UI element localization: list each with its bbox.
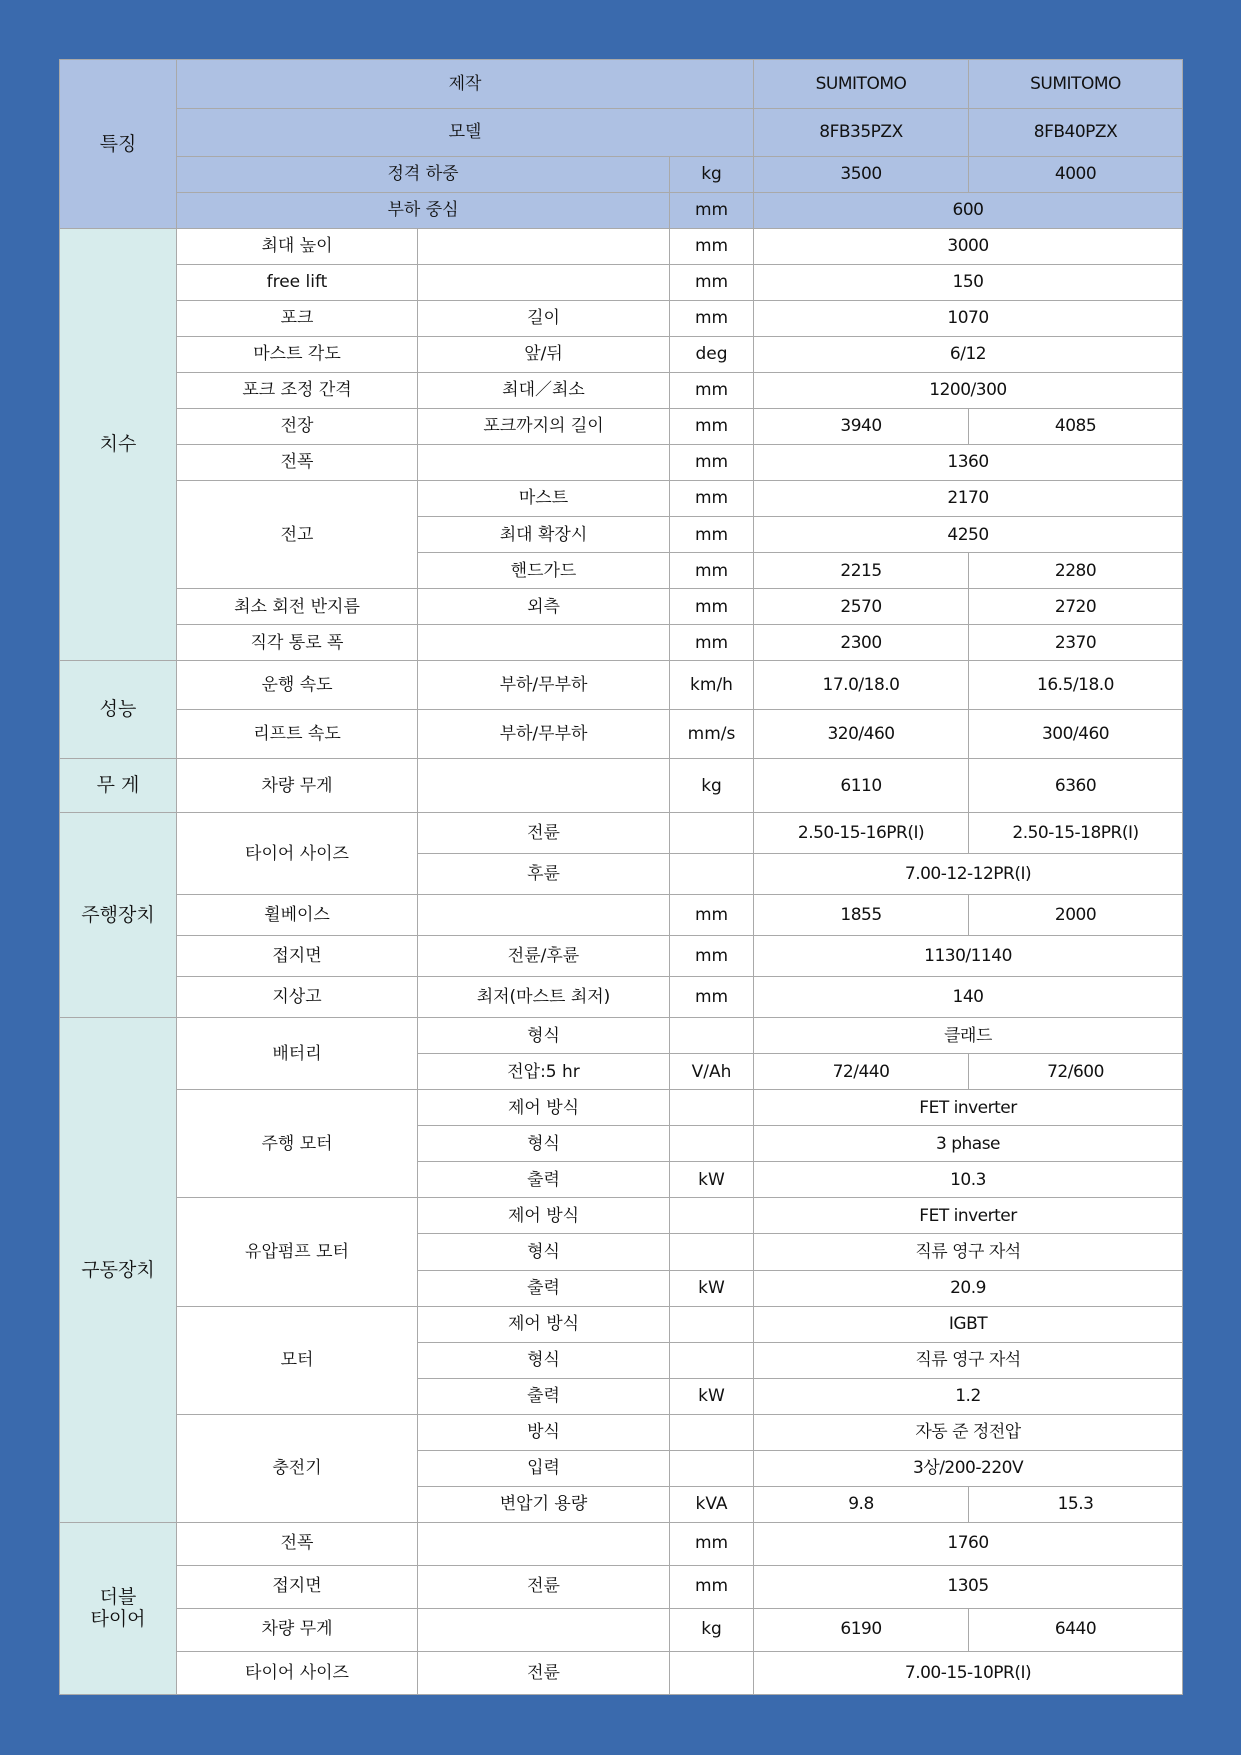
value-b: 300/460 (969, 710, 1183, 759)
sub-label: 전륜 (418, 1565, 670, 1608)
table-row (60, 1198, 1183, 1234)
value-a: 6190 (754, 1608, 969, 1651)
unit-cell (670, 1018, 754, 1054)
value-cell: 1.2 (754, 1378, 1183, 1414)
unit-cell (670, 854, 754, 895)
value-cell: 클래드 (754, 1018, 1183, 1054)
header-row-model (60, 109, 1183, 157)
item-label: 타이어 사이즈 (177, 813, 418, 895)
unit-cell: km/h (670, 661, 754, 710)
spec-sheet (59, 59, 1182, 1695)
table-row (60, 1090, 1183, 1126)
item-label: 접지면 (177, 1565, 418, 1608)
value-a: 320/460 (754, 710, 969, 759)
load-center-value: 600 (754, 193, 1183, 229)
unit-cell: mm (670, 301, 754, 337)
header-row-capacity (60, 157, 1183, 193)
unit-cell (670, 1090, 754, 1126)
item-label: 최대 높이 (177, 229, 418, 265)
capacity-b: 4000 (969, 157, 1183, 193)
capacity-label: 정격 하중 (177, 157, 670, 193)
sub-label: 전륜 (418, 1651, 670, 1694)
item-label: 모터 (177, 1306, 418, 1414)
table-row (60, 1608, 1183, 1651)
value-a: 9.8 (754, 1486, 969, 1522)
section-dimensions: 치수 (60, 229, 177, 661)
value-cell: FET inverter (754, 1090, 1183, 1126)
load-center-label: 부하 중심 (177, 193, 670, 229)
value-b: 2720 (969, 589, 1183, 625)
value-a: 2.50-15-16PR(I) (754, 813, 969, 854)
unit-cell: kW (670, 1378, 754, 1414)
spec-table (59, 59, 1183, 1695)
table-row (60, 1018, 1183, 1054)
table-row (60, 229, 1183, 265)
section-drive: 구동장치 (60, 1018, 177, 1522)
item-label: 최소 회전 반지름 (177, 589, 418, 625)
value-cell: 직류 영구 자석 (754, 1342, 1183, 1378)
section-performance: 성능 (60, 661, 177, 759)
table-row (60, 759, 1183, 813)
sub-label: 입력 (418, 1450, 670, 1486)
sub-label: 부하/무부하 (418, 661, 670, 710)
value-b: 2.50-15-18PR(I) (969, 813, 1183, 854)
value-cell: FET inverter (754, 1198, 1183, 1234)
sub-label: 전륜 (418, 813, 670, 854)
value-cell: 1130/1140 (754, 936, 1183, 977)
value-a: 2300 (754, 625, 969, 661)
maker-label: 제작 (177, 60, 754, 109)
sub-label (418, 1522, 670, 1565)
value-cell: 3 phase (754, 1126, 1183, 1162)
unit-cell: kW (670, 1162, 754, 1198)
value-b: 6360 (969, 759, 1183, 813)
table-row (60, 1651, 1183, 1694)
model-a: 8FB35PZX (754, 109, 969, 157)
maker-a: SUMITOMO (754, 60, 969, 109)
value-cell: 6/12 (754, 337, 1183, 373)
item-label: free lift (177, 265, 418, 301)
item-label: 배터리 (177, 1018, 418, 1090)
sub-label: 출력 (418, 1162, 670, 1198)
unit-cell: mm (670, 589, 754, 625)
table-row (60, 625, 1183, 661)
sub-label: 형식 (418, 1234, 670, 1270)
unit-cell: mm (670, 1565, 754, 1608)
value-cell: IGBT (754, 1306, 1183, 1342)
table-row (60, 813, 1183, 854)
value-cell: 4250 (754, 517, 1183, 553)
value-a: 2215 (754, 553, 969, 589)
sub-label: 형식 (418, 1126, 670, 1162)
item-label: 직각 통로 폭 (177, 625, 418, 661)
sub-label: 형식 (418, 1342, 670, 1378)
table-row (60, 409, 1183, 445)
table-row (60, 445, 1183, 481)
value-a: 6110 (754, 759, 969, 813)
item-label: 타이어 사이즈 (177, 1651, 418, 1694)
value-b: 4085 (969, 409, 1183, 445)
value-a: 72/440 (754, 1054, 969, 1090)
unit-cell: V/Ah (670, 1054, 754, 1090)
table-row (60, 1522, 1183, 1565)
sub-label: 형식 (418, 1018, 670, 1054)
table-row (60, 265, 1183, 301)
table-row (60, 977, 1183, 1018)
sub-label (418, 895, 670, 936)
value-cell: 140 (754, 977, 1183, 1018)
capacity-a: 3500 (754, 157, 969, 193)
value-b: 2000 (969, 895, 1183, 936)
sub-label: 핸드가드 (418, 553, 670, 589)
value-cell: 10.3 (754, 1162, 1183, 1198)
sub-label (418, 445, 670, 481)
unit-cell (670, 1234, 754, 1270)
sub-label: 최저(마스트 최저) (418, 977, 670, 1018)
item-label: 차량 무게 (177, 759, 418, 813)
sub-label: 출력 (418, 1378, 670, 1414)
unit-cell: mm (670, 977, 754, 1018)
item-label: 운행 속도 (177, 661, 418, 710)
sub-label: 전륜/후륜 (418, 936, 670, 977)
value-b: 16.5/18.0 (969, 661, 1183, 710)
sub-label: 부하/무부하 (418, 710, 670, 759)
header-row-maker (60, 60, 1183, 109)
unit-cell: mm (670, 265, 754, 301)
unit-cell: mm (670, 517, 754, 553)
sub-label: 변압기 용량 (418, 1486, 670, 1522)
unit-cell: mm (670, 409, 754, 445)
value-cell: 7.00-12-12PR(I) (754, 854, 1183, 895)
table-row (60, 373, 1183, 409)
value-cell: 3000 (754, 229, 1183, 265)
table-row (60, 301, 1183, 337)
header-row-load-center (60, 193, 1183, 229)
unit-cell (670, 813, 754, 854)
item-label: 접지면 (177, 936, 418, 977)
sub-label: 포크까지의 길이 (418, 409, 670, 445)
sub-label: 후륜 (418, 854, 670, 895)
value-cell: 자동 준 정전압 (754, 1414, 1183, 1450)
unit-cell: deg (670, 337, 754, 373)
unit-cell (670, 1306, 754, 1342)
value-b: 72/600 (969, 1054, 1183, 1090)
capacity-unit: kg (670, 157, 754, 193)
table-row (60, 936, 1183, 977)
value-cell: 1200/300 (754, 373, 1183, 409)
table-row (60, 895, 1183, 936)
unit-cell: mm (670, 895, 754, 936)
unit-cell: mm (670, 445, 754, 481)
unit-cell: kg (670, 1608, 754, 1651)
sub-label (418, 229, 670, 265)
unit-cell: mm (670, 373, 754, 409)
section-chassis: 주행장치 (60, 813, 177, 1018)
unit-cell: mm (670, 936, 754, 977)
unit-cell: mm (670, 229, 754, 265)
load-center-unit: mm (670, 193, 754, 229)
item-label: 휠베이스 (177, 895, 418, 936)
item-label: 포크 (177, 301, 418, 337)
unit-cell (670, 1126, 754, 1162)
unit-cell (670, 1198, 754, 1234)
unit-cell: mm/s (670, 710, 754, 759)
value-a: 3940 (754, 409, 969, 445)
value-cell: 1305 (754, 1565, 1183, 1608)
value-a: 2570 (754, 589, 969, 625)
sub-label: 제어 방식 (418, 1306, 670, 1342)
unit-cell (670, 1651, 754, 1694)
model-b: 8FB40PZX (969, 109, 1183, 157)
table-row (60, 661, 1183, 710)
unit-cell (670, 1414, 754, 1450)
section-double-tire: 더블 타이어 (60, 1522, 177, 1694)
value-a: 17.0/18.0 (754, 661, 969, 710)
unit-cell: kg (670, 759, 754, 813)
sub-label: 제어 방식 (418, 1198, 670, 1234)
sub-label (418, 759, 670, 813)
sub-label: 전압:5 hr (418, 1054, 670, 1090)
value-a: 1855 (754, 895, 969, 936)
value-b: 2370 (969, 625, 1183, 661)
sub-label: 최대／최소 (418, 373, 670, 409)
table-row (60, 710, 1183, 759)
category-features: 특징 (60, 60, 177, 229)
unit-cell: mm (670, 625, 754, 661)
item-label: 충전기 (177, 1414, 418, 1522)
item-label: 유압펌프 모터 (177, 1198, 418, 1306)
section-weight: 무 게 (60, 759, 177, 813)
item-label: 주행 모터 (177, 1090, 418, 1198)
sub-label (418, 1608, 670, 1651)
value-cell: 1360 (754, 445, 1183, 481)
item-label: 차량 무게 (177, 1608, 418, 1651)
value-b: 6440 (969, 1608, 1183, 1651)
sub-label (418, 625, 670, 661)
sub-label: 최대 확장시 (418, 517, 670, 553)
item-label: 포크 조정 간격 (177, 373, 418, 409)
sub-label: 외측 (418, 589, 670, 625)
unit-cell (670, 1342, 754, 1378)
value-b: 2280 (969, 553, 1183, 589)
sub-label: 앞/뒤 (418, 337, 670, 373)
table-row (60, 337, 1183, 373)
value-cell: 2170 (754, 481, 1183, 517)
sub-label: 출력 (418, 1270, 670, 1306)
unit-cell (670, 1450, 754, 1486)
value-cell: 1760 (754, 1522, 1183, 1565)
unit-cell: mm (670, 1522, 754, 1565)
sub-label: 제어 방식 (418, 1090, 670, 1126)
table-row (60, 1565, 1183, 1608)
item-label: 전폭 (177, 445, 418, 481)
value-cell: 150 (754, 265, 1183, 301)
item-label: 마스트 각도 (177, 337, 418, 373)
value-cell: 3상/200-220V (754, 1450, 1183, 1486)
sub-label: 길이 (418, 301, 670, 337)
value-cell: 20.9 (754, 1270, 1183, 1306)
item-label: 리프트 속도 (177, 710, 418, 759)
value-b: 15.3 (969, 1486, 1183, 1522)
sub-label: 마스트 (418, 481, 670, 517)
table-row (60, 589, 1183, 625)
sub-label: 방식 (418, 1414, 670, 1450)
unit-cell: kW (670, 1270, 754, 1306)
table-row (60, 1414, 1183, 1450)
value-cell: 직류 영구 자석 (754, 1234, 1183, 1270)
item-label: 전고 (177, 481, 418, 589)
model-label: 모델 (177, 109, 754, 157)
maker-b: SUMITOMO (969, 60, 1183, 109)
item-label: 지상고 (177, 977, 418, 1018)
value-cell: 1070 (754, 301, 1183, 337)
value-cell: 7.00-15-10PR(I) (754, 1651, 1183, 1694)
sub-label (418, 265, 670, 301)
table-row (60, 481, 1183, 517)
unit-cell: mm (670, 553, 754, 589)
item-label: 전장 (177, 409, 418, 445)
unit-cell: mm (670, 481, 754, 517)
table-row (60, 1306, 1183, 1342)
item-label: 전폭 (177, 1522, 418, 1565)
unit-cell: kVA (670, 1486, 754, 1522)
